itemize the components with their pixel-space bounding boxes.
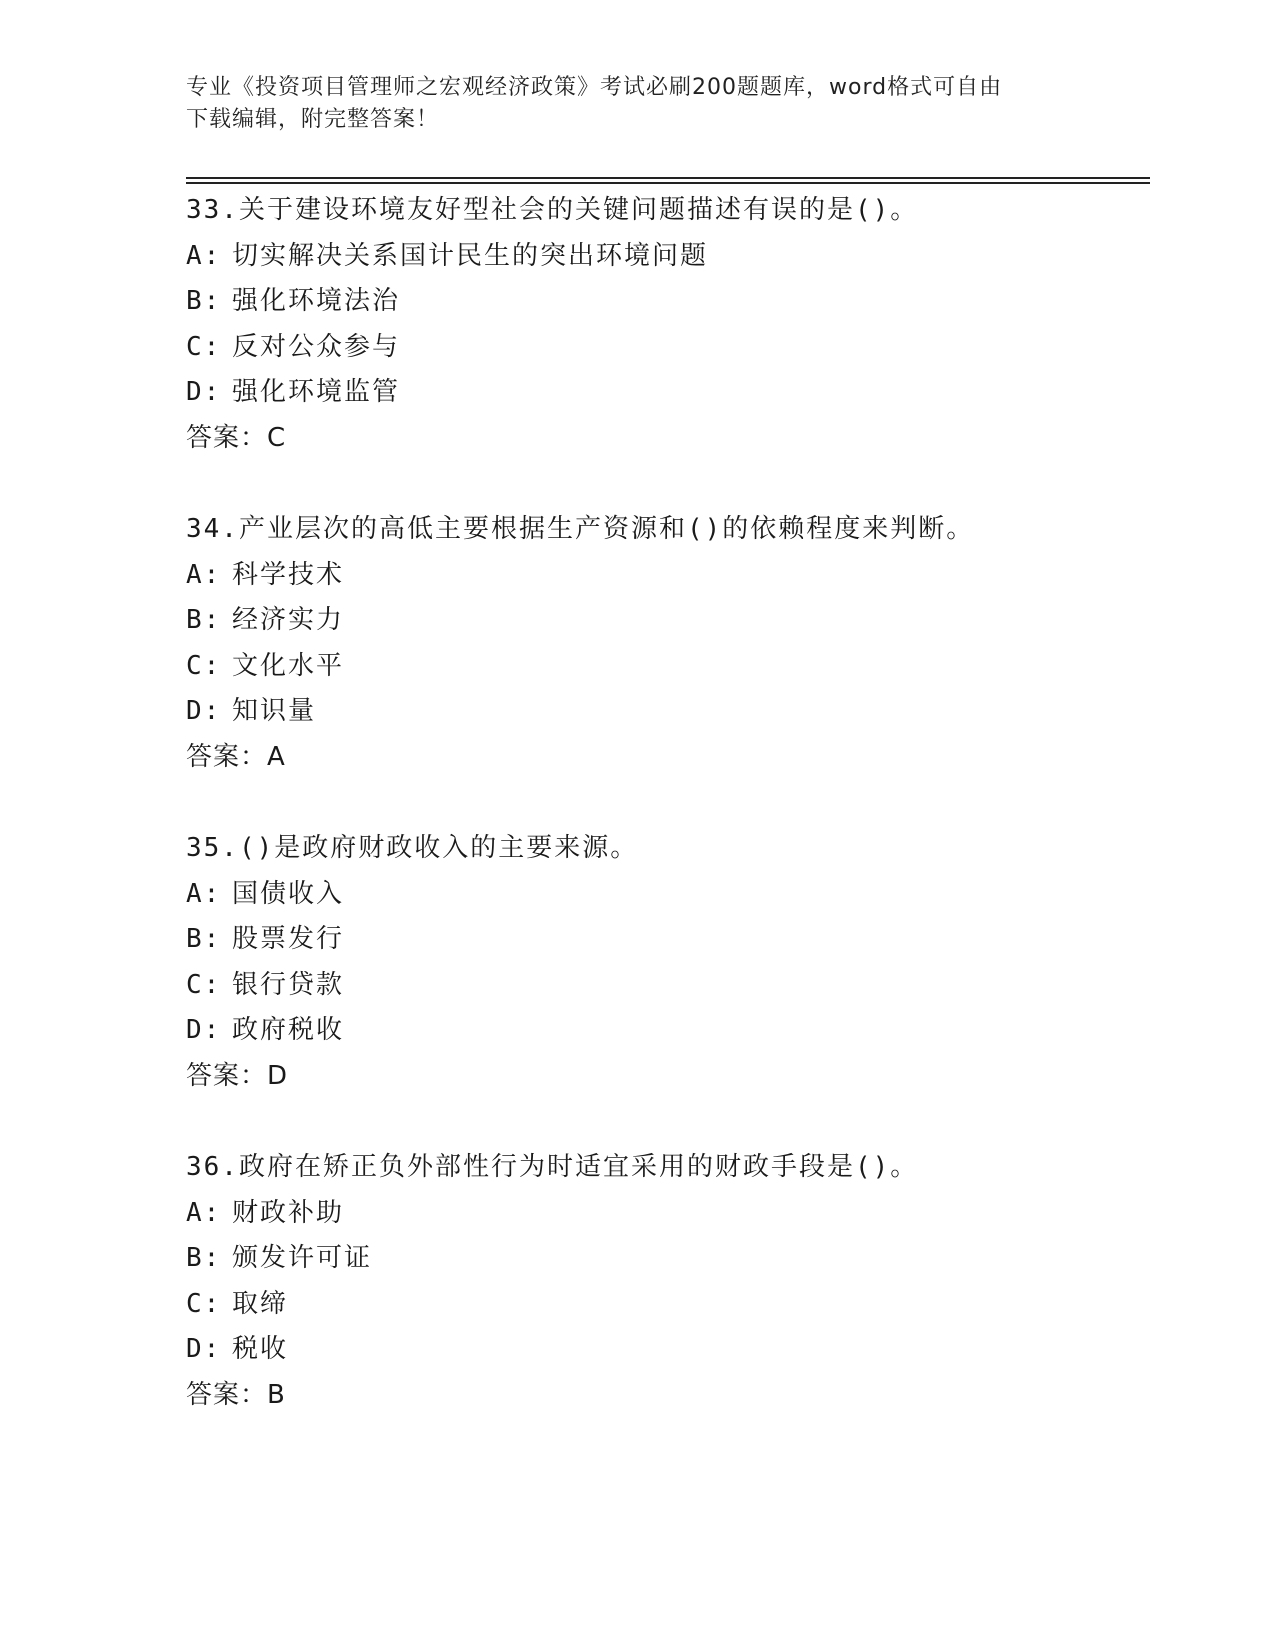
option-c <box>186 963 1146 1009</box>
option-letter: C: <box>186 969 222 1000</box>
option-letter: A: <box>186 559 222 590</box>
question-stem: 35.()是政府财政收入的主要来源。 <box>186 833 639 863</box>
answer-line: 答案：D <box>186 1060 289 1091</box>
question-block <box>186 188 1146 507</box>
option-letter: A: <box>186 1197 222 1228</box>
option-letter: D: <box>186 696 222 726</box>
option-b <box>186 917 1146 963</box>
option-letter: B: <box>186 1243 222 1273</box>
option-text: 科学技术 <box>232 559 345 590</box>
option-letter: D: <box>186 1015 222 1045</box>
question-block <box>186 507 1146 826</box>
option-a <box>186 1191 1146 1237</box>
answer-line: 答案：C <box>186 422 287 453</box>
question-block <box>186 1145 1146 1464</box>
option-text: 税收 <box>232 1334 289 1364</box>
option-text: 文化水平 <box>232 650 345 681</box>
document-header <box>186 72 1086 136</box>
option-text: 反对公众参与 <box>232 331 401 362</box>
option-text: 股票发行 <box>232 924 345 954</box>
option-text: 经济实力 <box>232 605 345 635</box>
option-d <box>186 689 1146 735</box>
question-list <box>186 188 1146 1464</box>
option-a <box>186 553 1146 599</box>
answer-line: 答案：B <box>186 1379 286 1410</box>
option-text: 颁发许可证 <box>232 1243 373 1273</box>
answer-line: 答案：A <box>186 741 286 772</box>
option-letter: C: <box>186 331 222 362</box>
option-text: 政府税收 <box>232 1015 345 1045</box>
option-text: 知识量 <box>232 696 317 726</box>
option-c <box>186 325 1146 371</box>
option-a <box>186 234 1146 280</box>
header-rule-bottom <box>186 182 1150 184</box>
option-text: 强化环境监管 <box>232 377 401 407</box>
option-text: 财政补助 <box>232 1197 345 1228</box>
option-letter: B: <box>186 924 222 954</box>
option-letter: D: <box>186 1334 222 1364</box>
question-block <box>186 826 1146 1145</box>
option-letter: C: <box>186 1288 222 1319</box>
option-letter: B: <box>186 286 222 316</box>
option-b <box>186 598 1146 644</box>
header-line-2: 下载编辑，附完整答案！ <box>186 107 440 132</box>
option-letter: B: <box>186 605 222 635</box>
question-stem: 34.产业层次的高低主要根据生产资源和()的依赖程度来判断。 <box>186 514 975 544</box>
option-text: 取缔 <box>232 1288 289 1319</box>
option-text: 银行贷款 <box>232 969 345 1000</box>
option-b <box>186 279 1146 325</box>
option-c <box>186 644 1146 690</box>
option-text: 切实解决关系国计民生的突出环境问题 <box>232 240 709 271</box>
option-d <box>186 1008 1146 1054</box>
option-letter: A: <box>186 240 222 271</box>
question-stem: 33.关于建设环境友好型社会的关键问题描述有误的是()。 <box>186 195 919 225</box>
header-rule-top <box>186 177 1150 179</box>
option-d <box>186 1327 1146 1373</box>
option-d <box>186 370 1146 416</box>
option-c <box>186 1282 1146 1328</box>
option-letter: C: <box>186 650 222 681</box>
option-a <box>186 872 1146 918</box>
option-letter: A: <box>186 878 222 909</box>
option-letter: D: <box>186 377 222 407</box>
option-text: 强化环境法治 <box>232 286 401 316</box>
option-b <box>186 1236 1146 1282</box>
option-text: 国债收入 <box>232 878 345 909</box>
question-stem: 36.政府在矫正负外部性行为时适宜采用的财政手段是()。 <box>186 1152 919 1182</box>
header-line-1: 专业《投资项目管理师之宏观经济政策》考试必刷200题题库，word格式可自由 <box>186 75 1003 100</box>
